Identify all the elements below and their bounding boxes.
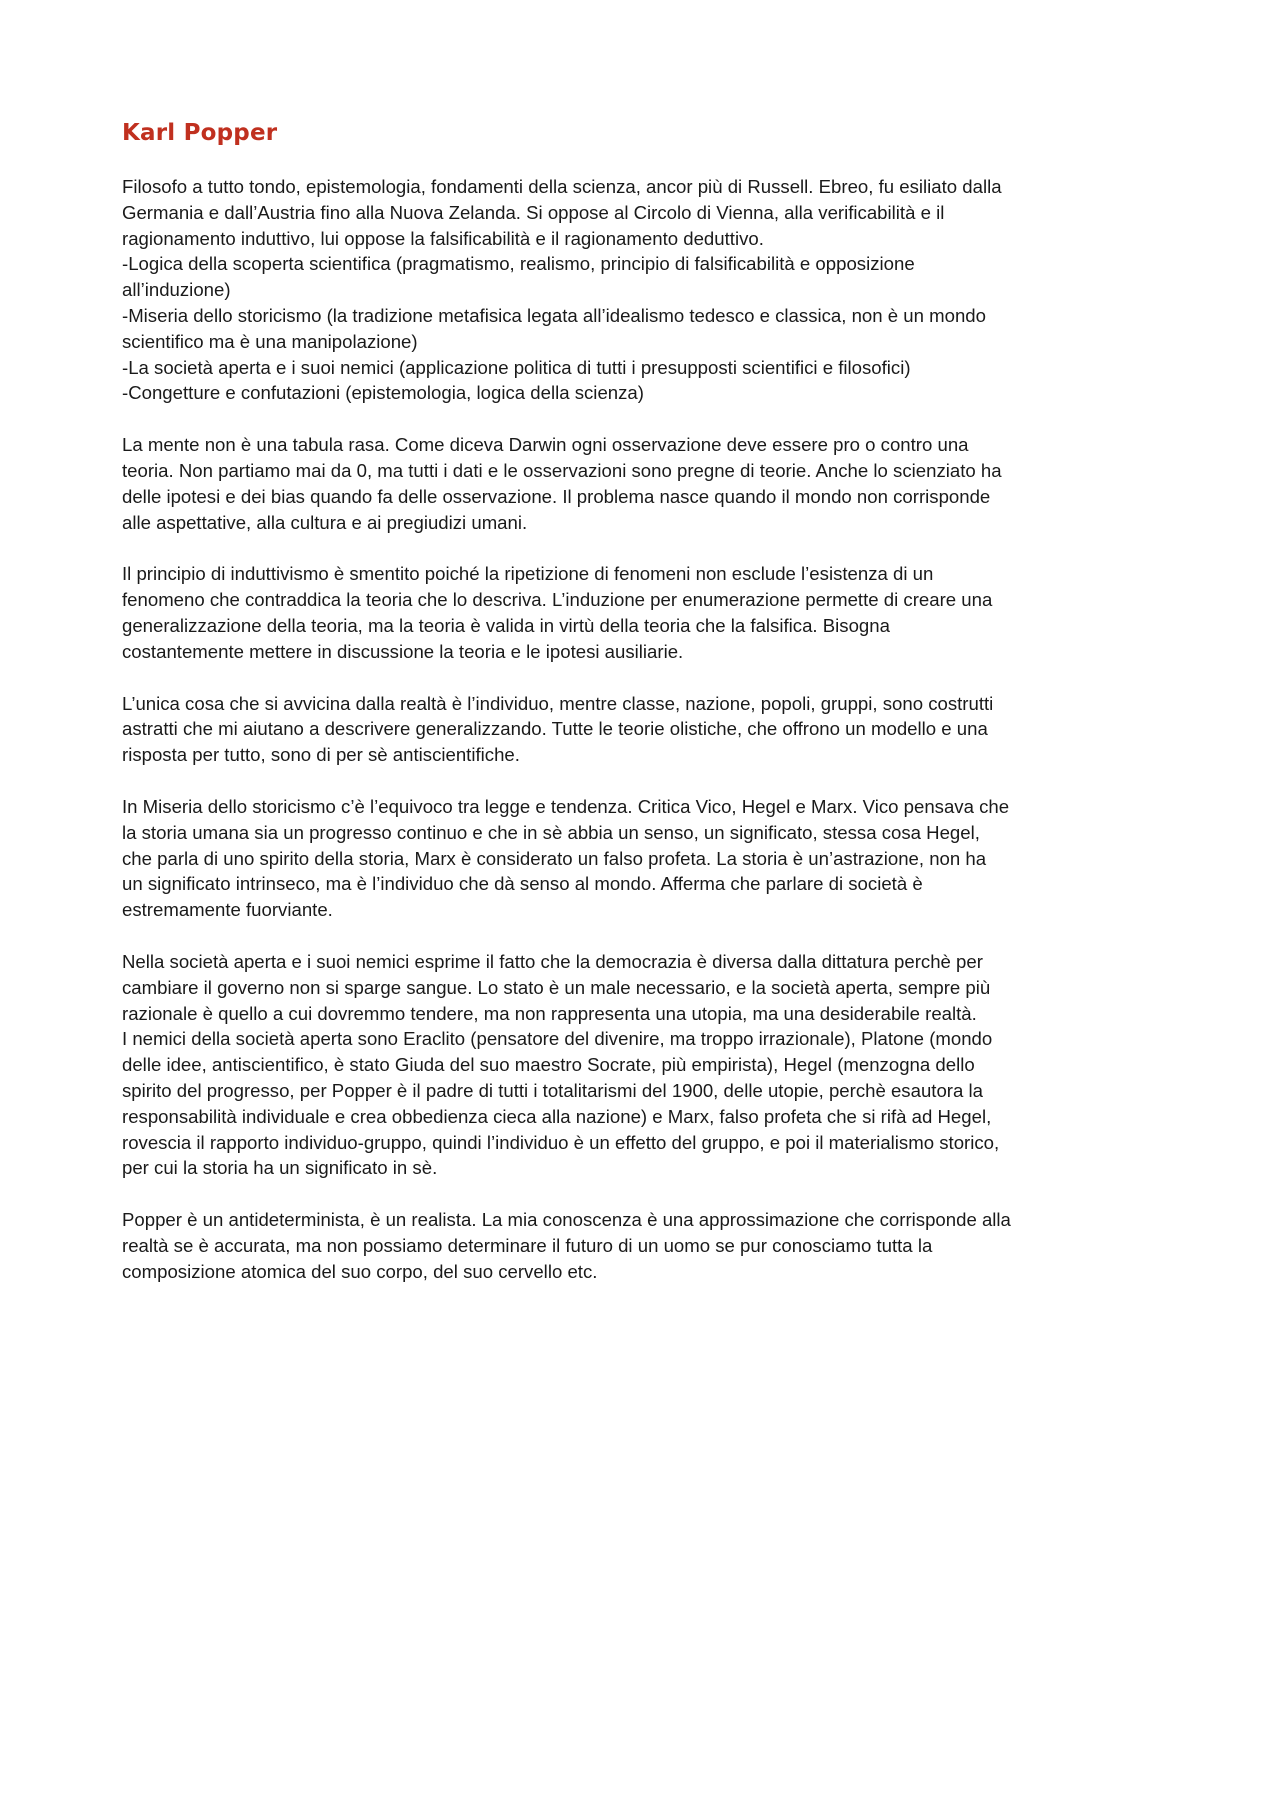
paragraph-line: La mente non è una tabula rasa. Come diceva Darwin ogni osservazione deve essere pro o contro una [122,434,969,456]
paragraph-line: I nemici della società aperta sono Eraclito (pensatore del divenire, ma troppo irrazionale), Platone (mondo [122,1028,993,1050]
paragraph-line: astratti che mi aiutano a descrivere generalizzando. Tutte le teorie olistiche, che offrono un modello e una [122,718,988,740]
paragraph-line: Filosofo a tutto tondo, epistemologia, fondamenti della scienza, ancor più di Russell. Ebreo, fu esiliato dalla [122,176,1002,197]
paragraph-line: fenomeno che contraddica la teoria che lo descriva. L’induzione per enumerazione permette di creare una [122,589,993,611]
paragraph-line: generalizzazione della teoria, ma la teoria è valida in virtù della teoria che la falsifica. Bisogna [122,614,890,636]
paragraph-line: risposta per tutto, sono di per sè antiscientifiche. [122,744,520,766]
paragraph [122,794,1172,923]
paragraph-line: realtà se è accurata, ma non possiamo determinare il futuro di un uomo se pur conosciamo tutta la [122,1234,933,1256]
paragraph-line: ragionamento induttivo, lui oppose la falsificabilità e il ragionamento deduttivo. [122,227,764,249]
paragraph-line: scientifico ma è una manipolazione) [122,330,418,352]
paragraph [122,174,1172,406]
paragraph-line: razionale è quello a cui dovremmo tendere, ma non rappresenta una utopia, ma una desiderabile realtà. [122,1002,977,1024]
paragraph-line: teoria. Non partiamo mai da 0, ma tutti i dati e le osservazioni sono pregne di teorie. Anche lo scienziato ha [122,459,1002,481]
document-title: Karl Popper [122,120,278,146]
paragraph-line: all’induzione) [122,279,231,301]
paragraph-line: L’unica cosa che si avvicina dalla realtà è l’individuo, mentre classe, nazione, popoli, gruppi, sono costrutti [122,692,994,714]
document-content [122,118,1172,1310]
paragraph-line: -La società aperta e i suoi nemici (applicazione politica di tutti i presupposti scientifici e filosofici) [122,356,911,378]
paragraph-line: per cui la storia ha un significato in sè. [122,1157,438,1179]
paragraph-line: la storia umana sia un progresso continuo e che in sè abbia un senso, un significato, stessa cosa Hegel, [122,821,980,843]
paragraph-line: costantemente mettere in discussione la teoria e le ipotesi ausiliarie. [122,640,684,662]
paragraph-line: rovescia il rapporto individuo-gruppo, quindi l’individuo è un effetto del gruppo, e poi il materialismo storico, [122,1131,1000,1153]
paragraph-line: Nella società aperta e i suoi nemici esprime il fatto che la democrazia è diversa dalla dittatura perchè per [122,950,983,972]
paragraph-line: alle aspettative, alla cultura e ai pregiudizi umani. [122,511,528,533]
paragraph-line: composizione atomica del suo corpo, del suo cervello etc. [122,1260,598,1282]
paragraph [122,561,1172,664]
paragraph [122,1207,1172,1284]
paragraph-line: estremamente fuorviante. [122,899,333,921]
paragraph-list [122,174,1172,1284]
paragraph-line: Il principio di induttivismo è smentito poiché la ripetizione di fenomeni non esclude l’esistenza di un [122,563,934,585]
paragraph-line: delle idee, antiscientifico, è stato Giuda del suo maestro Socrate, più empirista), Hegel (menzogna dello [122,1054,975,1076]
paragraph-line: -Congetture e confutazioni (epistemologia, logica della scienza) [122,382,644,404]
paragraph [122,691,1172,768]
paragraph [122,432,1172,535]
paragraph-line: cambiare il governo non si sparge sangue. Lo stato è un male necessario, e la società aperta, sempre più [122,976,991,998]
paragraph-line: -Logica della scoperta scientifica (pragmatismo, realismo, principio di falsificabilità e opposizione [122,253,915,275]
paragraph-line: -Miseria dello storicismo (la tradizione metafisica legata all’idealismo tedesco e classica, non è un mondo [122,304,986,326]
paragraph-line: spirito del progresso, per Popper è il padre di tutti i totalitarismi del 1900, delle utopie, perchè esautora la [122,1079,983,1101]
paragraph [122,949,1172,1181]
paragraph-line: responsabilità individuale e crea obbedienza cieca alla nazione) e Marx, falso profeta che si rifà ad Hegel, [122,1105,992,1127]
paragraph-line: un significato intrinseco, ma è l’individuo che dà senso al mondo. Afferma che parlare di società è [122,873,923,895]
paragraph-line: Germania e dall’Austria fino alla Nuova Zelanda. Si oppose al Circolo di Vienna, alla verificabilità e il [122,201,945,223]
paragraph-line: In Miseria dello storicismo c’è l’equivoco tra legge e tendenza. Critica Vico, Hegel e Marx. Vico pensava che [122,795,1010,817]
paragraph-line: delle ipotesi e dei bias quando fa delle osservazione. Il problema nasce quando il mondo non corrisponde [122,485,991,507]
paragraph-line: Popper è un antideterminista, è un realista. La mia conoscenza è una approssimazione che corrisponde alla [122,1209,1011,1231]
paragraph-line: che parla di uno spirito della storia, Marx è considerato un falso profeta. La storia è un’astrazione, non ha [122,847,987,869]
